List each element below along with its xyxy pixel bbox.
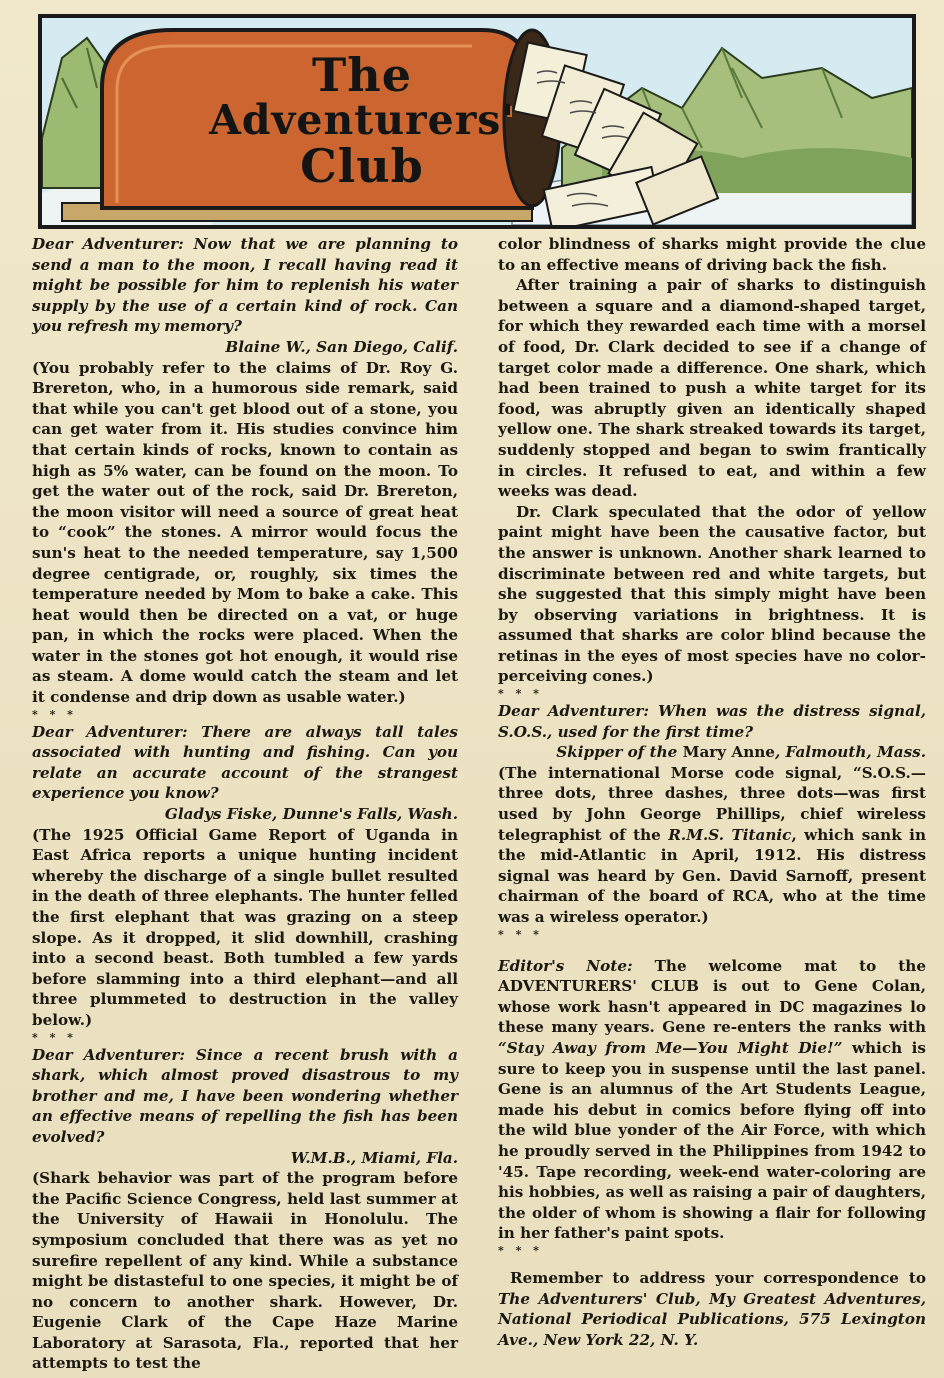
title-line-2: Adventurers' [209,96,515,144]
section-separator: * * * [32,1030,77,1044]
editor-answer: (Shark behavior was part of the program before the Pacific Science Congress, held last summer at the University of Hawaii in Honolulu. The symposium concluded that there was as yet no surefire repellent of any kind. While a substance might be distasteful to one species, it might be of no concern to another shark. However, Dr. Eugenie Clark of the Cape Haze Marine Laboratory at Sarasota, Fla., reported that her attempts to test the [32,1169,458,1373]
reader-letter: Dear Adventurer: When was the distress signal, S.O.S., used for the first time? [498,702,926,741]
editor-answer [498,763,926,928]
section-separator: * * * [498,1243,543,1257]
editor-answer: (You probably refer to the claims of Dr. Roy G. Brereton, who, in a humorous side remark, said that while you can't get blood out of a stone, you can get water from it. His studies convince him that certain kinds of rocks, known to contain as high as 5% water, can be found on the moon. To get the water out of the rock, said Dr. Brereton, the moon visitor will need a source of great heat to “cook” the stones. A mirror would focus the sun's heat to the needed temperature, say 1,500 degree centigrade, or, roughly, six times the temperature needed by Mom to bake a cake. This heat would then be directed on a vat, or huge pan, in which the rocks were placed. When the water in the stones got hot enough, it would rise as steam. A dome would catch the steam and let it condense and drip down as usable water.) [32,358,458,707]
right-column [498,234,926,1350]
section-separator: * * * [498,687,543,701]
editors-note [498,956,926,1244]
title-line-3: Club [300,139,424,193]
editor-answer-continued: color blindness of sharks might provide the clue to an effective means of driving back the fish. [498,235,926,274]
title-line-1: The [312,48,412,102]
editor-answer: (The 1925 Official Game Report of Uganda in East Africa reports a unique hunting incident whereby the discharge of a single bullet resulted in the death of three elephants. The hunter felled the first elephant that was grazing on a steep slope. As it dropped, it slid downhill, crashing into a second beast. Both tumbled a few yards before slamming into a third elephant—and all three plummeted to destruction in the valley below.) [32,825,458,1029]
reader-letter: Dear Adventurer: There are always tall tales associated with hunting and fishing. Can you relate an accurate account of the strangest experience you know? [32,722,458,803]
ship-name: Mary Anne [682,743,775,762]
answer-text: (The international Morse code signal, “S.O.S.—three dots, three dashes, three dots—was first used by John George Phillips, chief wireless telegraphist of the [498,763,926,844]
closing-text: Remember to address your correspondence to [510,1268,926,1287]
left-column [32,234,458,1374]
header-panel [38,14,916,229]
club-title [192,48,532,193]
editor-answer-paragraph: After training a pair of sharks to distinguish between a square and a diamond-shaped target, for which they rewarded each time with a morsel of food, Dr. Clark decided to see if a change of target color made a difference. One shark, which had been trained to push a white target for its food, was abruptly given an identically shaped yellow one. The shark streaked towards its target, suddenly stopped and began to swim frantically in circles. It refused to eat, and within a few weeks was dead. [498,276,926,501]
letter-signature: W.M.B., Miami, Fla. [290,1148,458,1167]
closing-address [498,1268,926,1350]
mailing-address: The Adventurers' Club, My Greatest Adventures, National Periodical Publications, 575 Lexington Ave., New York 22, N. Y. [498,1289,926,1349]
editors-note-text: The welcome mat to the ADVENTURERS' CLUB is out to Gene Colan, whose work hasn't appeared in DC magazines lo these many years. Gene re-enters the ranks with [498,956,926,1037]
letter-signature: Gladys Fiske, Dunne's Falls, Wash. [164,805,458,824]
section-separator: * * * [498,927,543,941]
signature-location: , Falmouth, Mass. [774,743,926,762]
ship-name: R.M.S. Titanic [668,825,792,844]
signature-prefix: Skipper of the [556,743,683,762]
answer-text: , which sank in the mid-Atlantic in April, 1912. His distress signal was heard by Gen. David Sarnoff, present chairman of the board of RCA, who at the time was a wireless operator.) [498,825,926,926]
reader-letter: Dear Adventurer: Since a recent brush with a shark, which almost proved disastrous to my brother and me, I have been wondering whether an effective means of repelling the fish has been evolved? [32,1045,458,1146]
reader-letter: Dear Adventurer: Now that we are planning to send a man to the moon, I recall having read it might be possible for him to replenish his water supply by the use of a certain kind of rock. Can you refresh my memory? [32,235,458,336]
editors-note-text: which is sure to keep you in suspense until the last panel. Gene is an alumnus of the Art Students League, made his debut in comics before flying off into the wild blue yonder of the Air Force, with which he proudly served in the Philippines from 1942 to '45. Tape recording, week-end water-coloring are his hobbies, as well as raising a pair of daughters, the older of whom is showing a flair for following in her father's paint spots. [498,1038,926,1243]
letter-signature [498,742,926,763]
section-separator: * * * [32,707,77,721]
editor-answer-paragraph: Dr. Clark speculated that the odor of yellow paint might have been the causative factor, but the answer is unknown. Another shark learned to discriminate between red and white targets, but she suggested that this simply might have been by observing variations in brightness. It is assumed that sharks are color blind because the retinas in the eyes of most species have no color-perceiving cones.) [498,502,926,686]
letter-signature: Blaine W., San Diego, Calif. [225,337,458,356]
editors-note-label: Editor's Note: [498,956,633,975]
story-title: “Stay Away from Me—You Might Die!” [498,1038,843,1057]
